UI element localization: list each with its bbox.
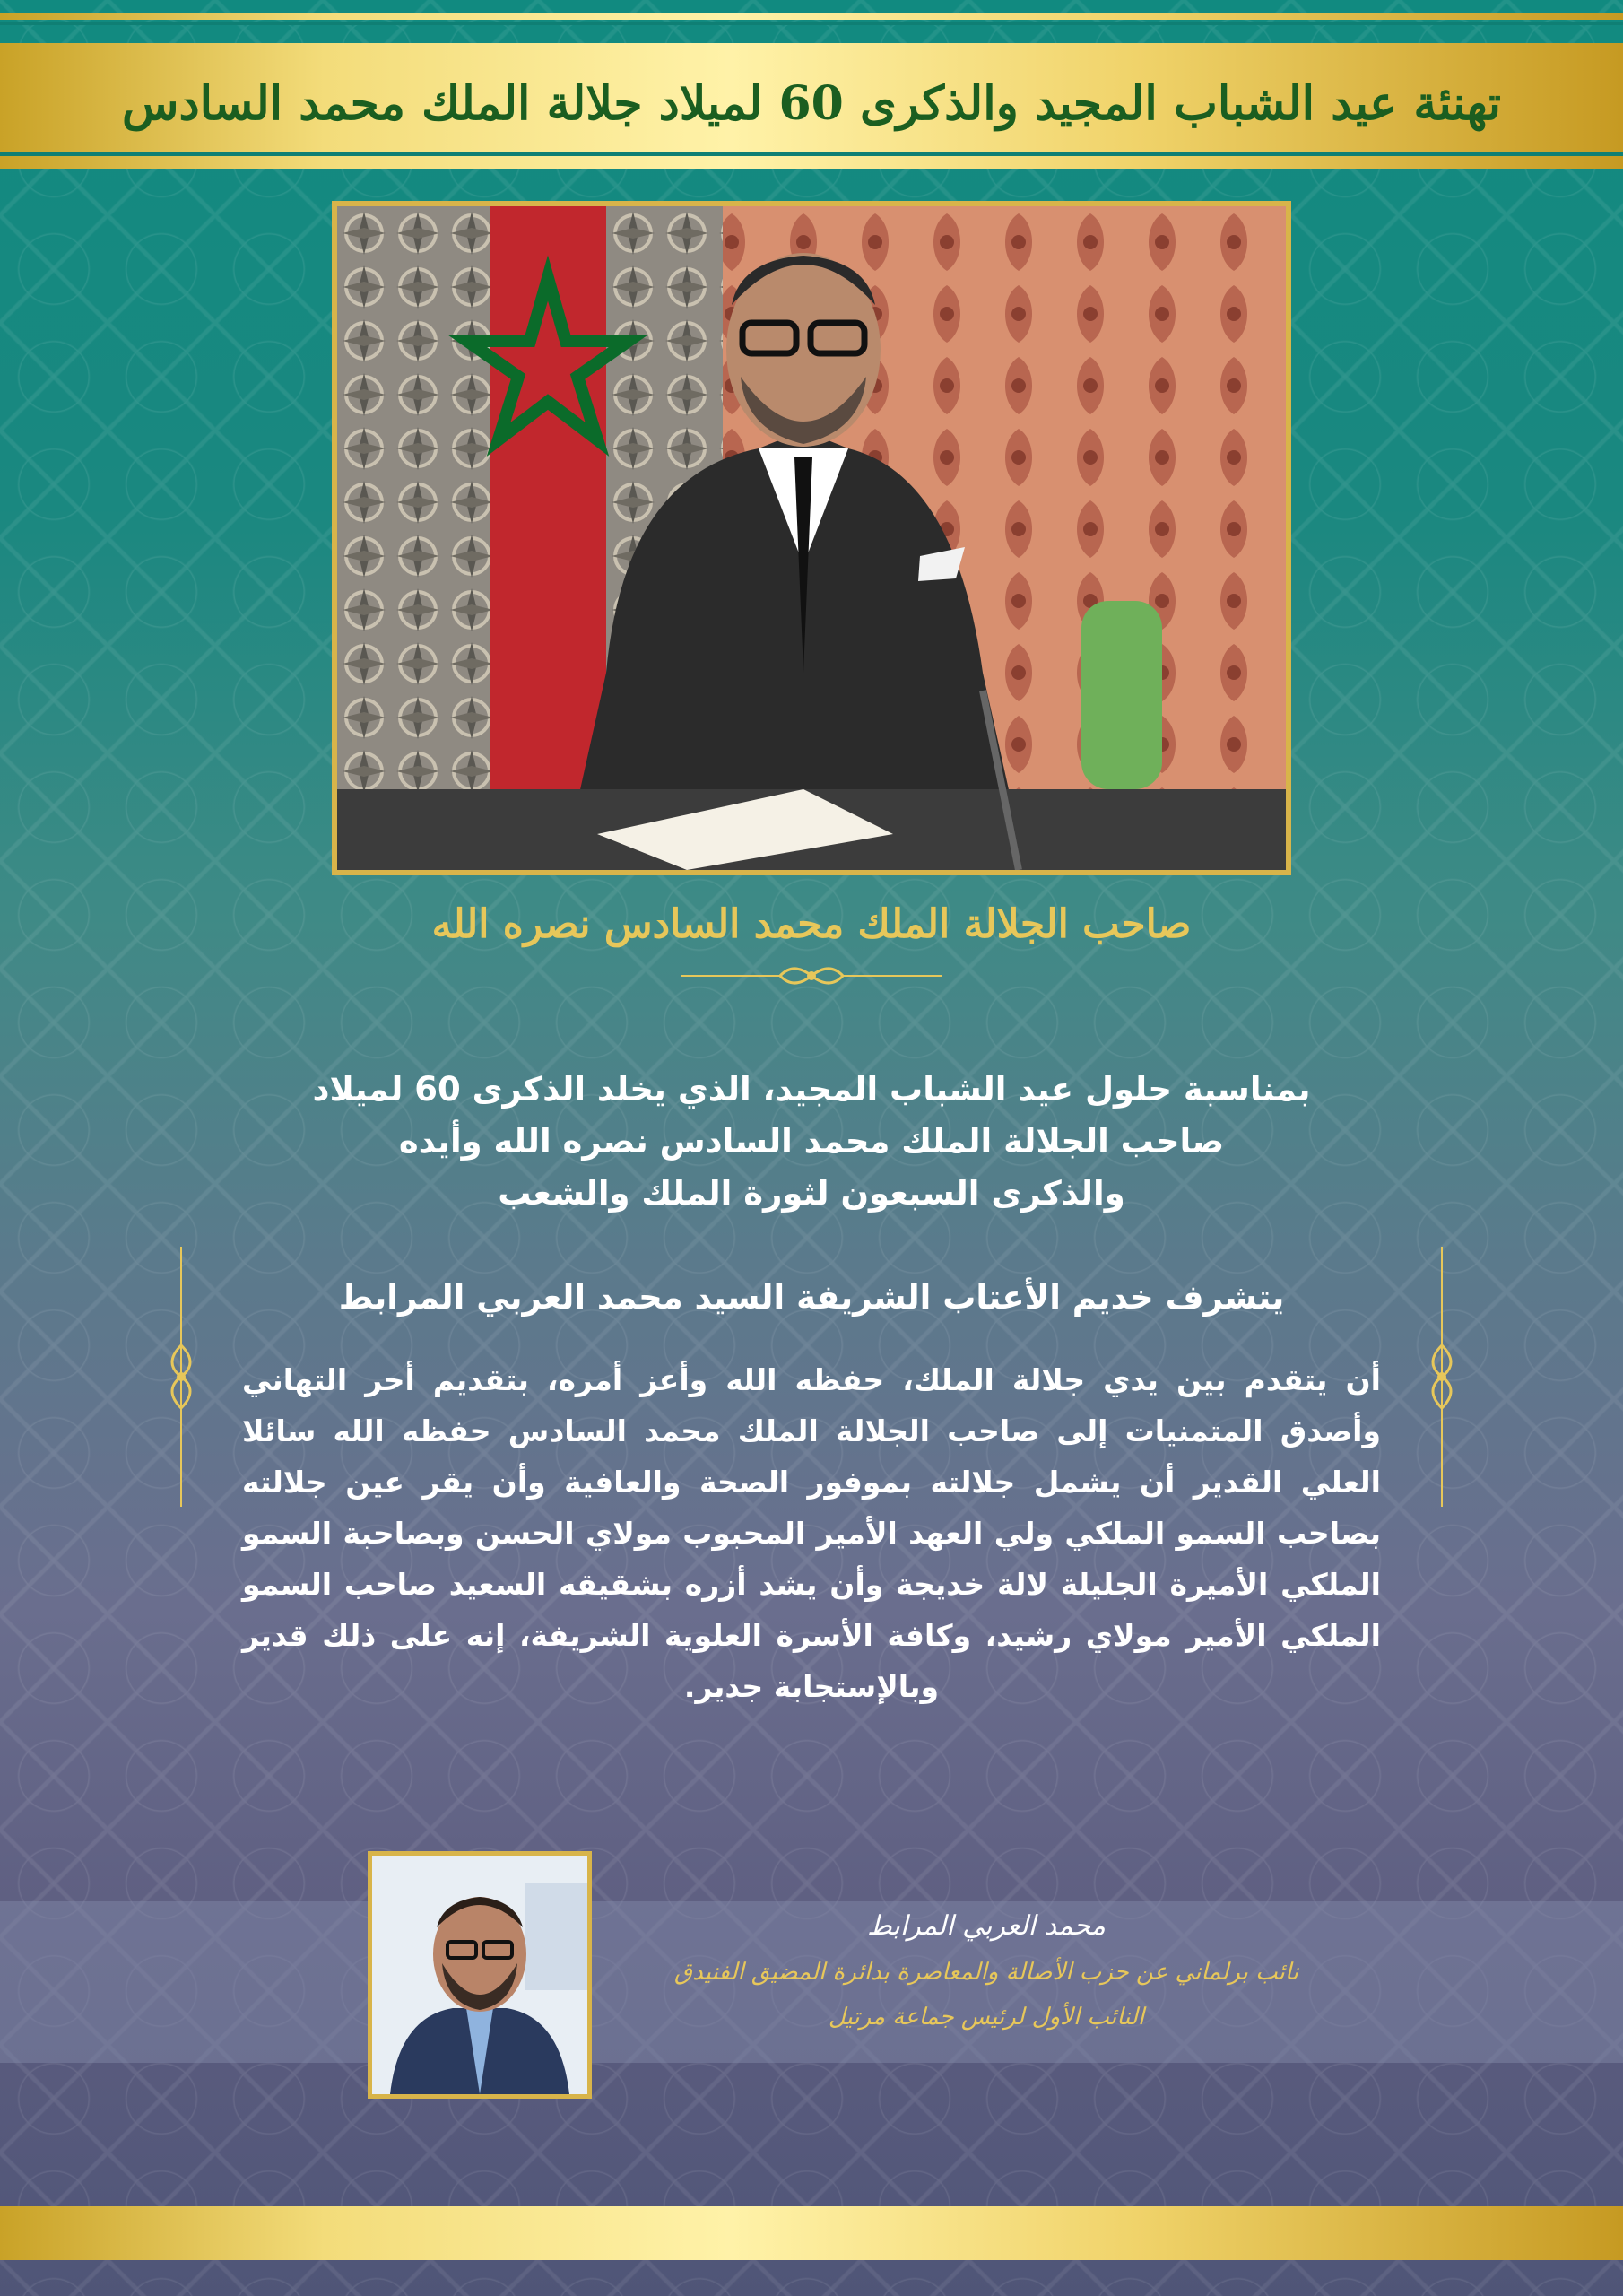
- signatory-title-line2: النائب الأول لرئيس جماعة مرتيل: [828, 2004, 1145, 2031]
- signatory-name: محمد العربي المرابط: [867, 1910, 1106, 1942]
- page-title: تهنئة عيد الشباب المجيد والذكرى 60 لميلاد جلالة الملك محمد السادس: [121, 75, 1502, 131]
- intro-line: صاحب الجلالة الملك محمد السادس نصره الله وأيده: [398, 1122, 1225, 1161]
- intro-line: والذكرى السبعون لثورة الملك والشعب: [498, 1174, 1125, 1213]
- header-divider-bottom: [0, 152, 1623, 156]
- caption-ornament: [681, 960, 942, 992]
- royal-caption: صاحب الجلالة الملك محمد السادس نصره الله: [431, 900, 1192, 947]
- royal-portrait: [332, 201, 1291, 875]
- congratulation-message: أن يتقدم بين يدي جلالة الملك، حفظه الله وأعز أمره، بتقديم أحر التهاني وأصدق المتمنيات إلى صاحب الجلالة الملك محمد السادس حفظه الله سائلا العلي القدير أن يشمل جلالته بموفور الصحة والعافية وأن يقر عين جلالته بصاحب السمو الملكي ولي العهد الأمير المحبوب مولاي الحسن وبصاحبة السمو الملكي الأميرة الجليلة لالة خديجة وأن يشد أزره بشقيقه السعيد صاحب السمو الملكي الأمير مولاي رشيد، وكافة الأسرة العلوية الشريفة، إنه على ذلك قدير وبالإستجابة جدير.: [242, 1362, 1381, 1704]
- signatory-portrait-image: [372, 1856, 587, 2094]
- header-strip-bottom: [0, 161, 1623, 169]
- signatory-title-line1: نائب برلماني عن حزب الأصالة والمعاصرة بدائرة المضيق الفنيدق: [673, 1959, 1299, 1986]
- right-side-ornament: [1424, 1247, 1460, 1507]
- header-divider-top: [0, 22, 1623, 25]
- intro-paragraph: [242, 1064, 1381, 1220]
- signatory-portrait: [368, 1851, 592, 2099]
- royal-portrait-image: [337, 206, 1286, 870]
- header-strip-top: [0, 13, 1623, 20]
- left-side-ornament: [163, 1247, 199, 1507]
- footer-gold-bar: [0, 2206, 1623, 2260]
- intro-line: بمناسبة حلول عيد الشباب المجيد، الذي يخلد الذكرى 60 لميلاد: [312, 1070, 1311, 1109]
- honor-line: يتشرف خديم الأعتاب الشريفة السيد محمد العربي المرابط: [338, 1278, 1285, 1317]
- header-banner: [0, 0, 1623, 179]
